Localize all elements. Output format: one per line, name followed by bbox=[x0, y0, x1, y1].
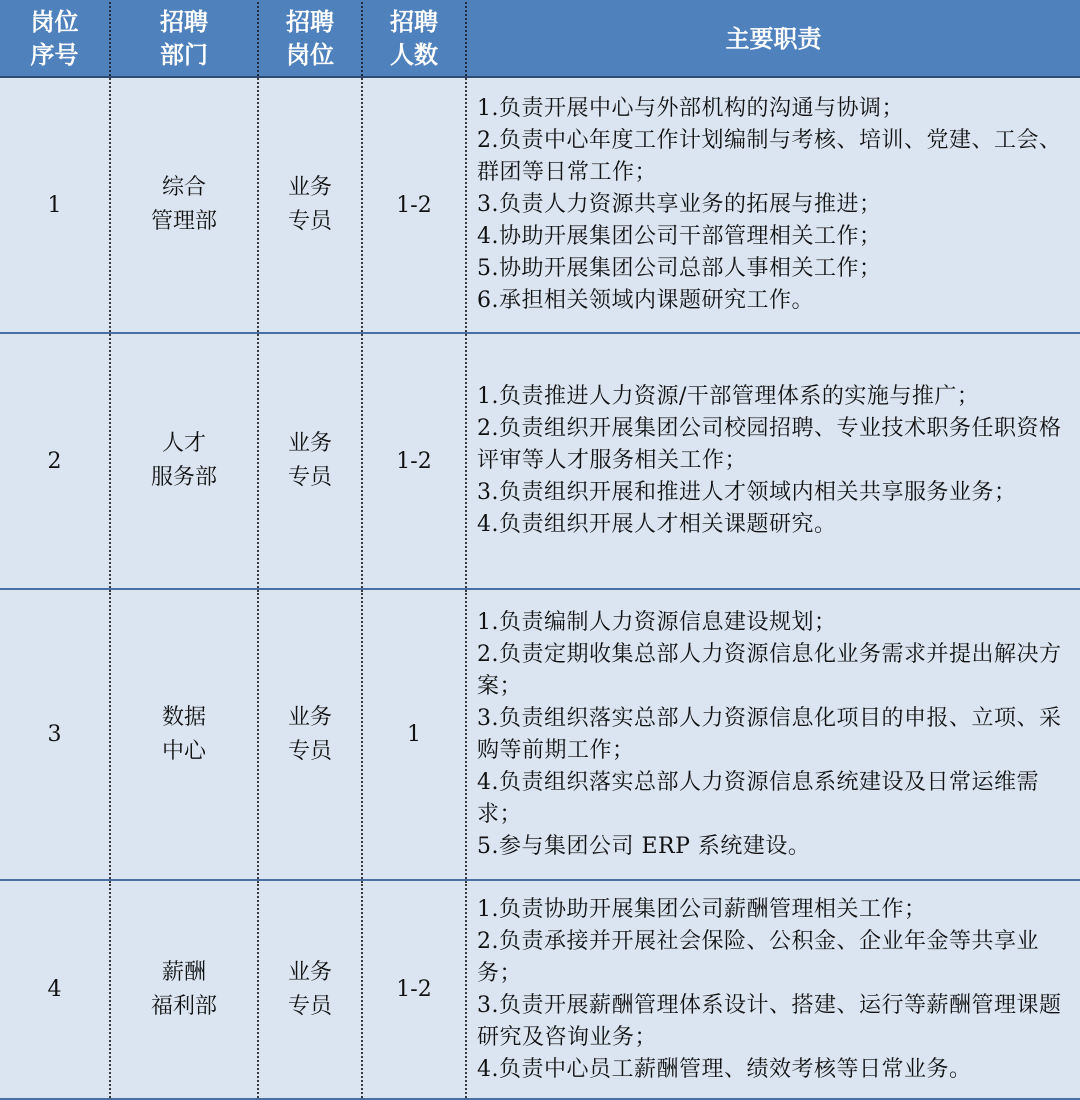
header-position-line-1: 招聘 bbox=[286, 8, 334, 36]
duty-item: 5.参与集团公司 ERP 系统建设。 bbox=[477, 833, 811, 859]
row-seq: 4 bbox=[0, 880, 110, 1099]
header-row bbox=[0, 1, 1080, 77]
header-duties: 主要职责 bbox=[466, 1, 1080, 77]
header-count bbox=[362, 1, 466, 77]
table-row bbox=[0, 880, 1080, 1099]
row-seq: 2 bbox=[0, 333, 110, 589]
row-position-line-2: 专员 bbox=[287, 993, 332, 1019]
header-dept-line-1: 招聘 bbox=[160, 8, 208, 36]
row-dept bbox=[110, 77, 258, 333]
duty-item: 3.负责人力资源共享业务的拓展与推进； bbox=[477, 192, 882, 217]
row-dept-line-2: 福利部 bbox=[150, 993, 217, 1019]
row-seq: 3 bbox=[0, 589, 110, 880]
duty-item: 4.负责组织开展人才相关课题研究。 bbox=[477, 512, 837, 537]
row-count: 1-2 bbox=[362, 77, 466, 333]
row-dept-line-2: 中心 bbox=[161, 738, 206, 764]
row-count: 1-2 bbox=[362, 880, 466, 1099]
duty-item: 1.负责编制人力资源信息建设规划； bbox=[477, 609, 837, 635]
duty-item: 6.承担相关领域内课题研究工作。 bbox=[477, 288, 814, 313]
table-row bbox=[0, 77, 1080, 333]
row-position-line-1: 业务 bbox=[287, 959, 332, 985]
row-dept bbox=[110, 333, 258, 589]
row-position bbox=[258, 880, 362, 1099]
header-seq-line-2: 序号 bbox=[30, 41, 79, 69]
row-position-line-2: 专员 bbox=[287, 738, 332, 764]
duty-item: 5.协助开展集团公司总部人事相关工作； bbox=[477, 256, 882, 281]
header-seq bbox=[0, 1, 110, 77]
row-position bbox=[258, 333, 362, 589]
row-duties bbox=[466, 333, 1080, 589]
table-row bbox=[0, 333, 1080, 589]
duty-item: 2.负责承接并开展社会保险、公积金、企业年金等共享业务； bbox=[477, 928, 1039, 986]
row-dept bbox=[110, 880, 258, 1099]
row-dept-line-1: 薪酬 bbox=[161, 959, 206, 985]
row-position-line-2: 专员 bbox=[287, 465, 332, 490]
row-position bbox=[258, 589, 362, 880]
row-position-line-2: 专员 bbox=[287, 209, 332, 234]
duty-item: 1.负责推进人力资源/干部管理体系的实施与推广； bbox=[477, 384, 980, 409]
row-dept bbox=[110, 589, 258, 880]
row-seq: 1 bbox=[0, 77, 110, 333]
row-position-line-1: 业务 bbox=[287, 175, 332, 200]
row-dept-line-2: 管理部 bbox=[150, 209, 217, 234]
duty-item: 3.负责组织开展和推进人才领域内相关共享服务业务； bbox=[477, 480, 1017, 505]
duty-item: 2.负责定期收集总部人力资源信息化业务需求并提出解决方案； bbox=[477, 641, 1062, 699]
row-position-line-1: 业务 bbox=[287, 704, 332, 730]
row-duties bbox=[466, 880, 1080, 1099]
duty-item: 3.负责组织落实总部人力资源信息化项目的申报、立项、采购等前期工作； bbox=[477, 705, 1062, 763]
duty-item: 4.负责中心员工薪酬管理、绩效考核等日常业务。 bbox=[477, 1056, 972, 1082]
row-dept-line-1: 数据 bbox=[161, 704, 206, 730]
row-duties bbox=[466, 589, 1080, 880]
header-position bbox=[258, 1, 362, 77]
duty-item: 2.负责中心年度工作计划编制与考核、培训、党建、工会、群团等日常工作； bbox=[477, 128, 1062, 185]
header-seq-line-1: 岗位 bbox=[30, 8, 79, 36]
duty-item: 2.负责组织开展集团公司校园招聘、专业技术职务任职资格评审等人才服务相关工作； bbox=[477, 416, 1062, 473]
table-body bbox=[0, 77, 1080, 1099]
header-dept-line-2: 部门 bbox=[160, 41, 208, 69]
duty-item: 1.负责协助开展集团公司薪酬管理相关工作； bbox=[477, 896, 927, 922]
header-count-line-1: 招聘 bbox=[390, 8, 438, 36]
row-dept-line-2: 服务部 bbox=[150, 465, 217, 490]
duty-item: 3.负责开展薪酬管理体系设计、搭建、运行等薪酬管理课题研究及咨询业务； bbox=[477, 992, 1062, 1050]
row-position bbox=[258, 77, 362, 333]
row-count: 1 bbox=[362, 589, 466, 880]
row-dept-line-1: 综合 bbox=[161, 175, 206, 200]
row-position-line-1: 业务 bbox=[287, 431, 332, 456]
duty-item: 1.负责开展中心与外部机构的沟通与协调； bbox=[477, 96, 904, 121]
table-header bbox=[0, 1, 1080, 77]
duty-item: 4.负责组织落实总部人力资源信息系统建设及日常运维需求； bbox=[477, 769, 1039, 827]
header-position-line-2: 岗位 bbox=[286, 41, 334, 69]
row-dept-line-1: 人才 bbox=[161, 431, 206, 456]
header-count-line-2: 人数 bbox=[390, 41, 438, 69]
table-row bbox=[0, 589, 1080, 880]
row-duties bbox=[466, 77, 1080, 333]
duty-item: 4.协助开展集团公司干部管理相关工作； bbox=[477, 224, 882, 249]
row-count: 1-2 bbox=[362, 333, 466, 589]
header-dept bbox=[110, 1, 258, 77]
